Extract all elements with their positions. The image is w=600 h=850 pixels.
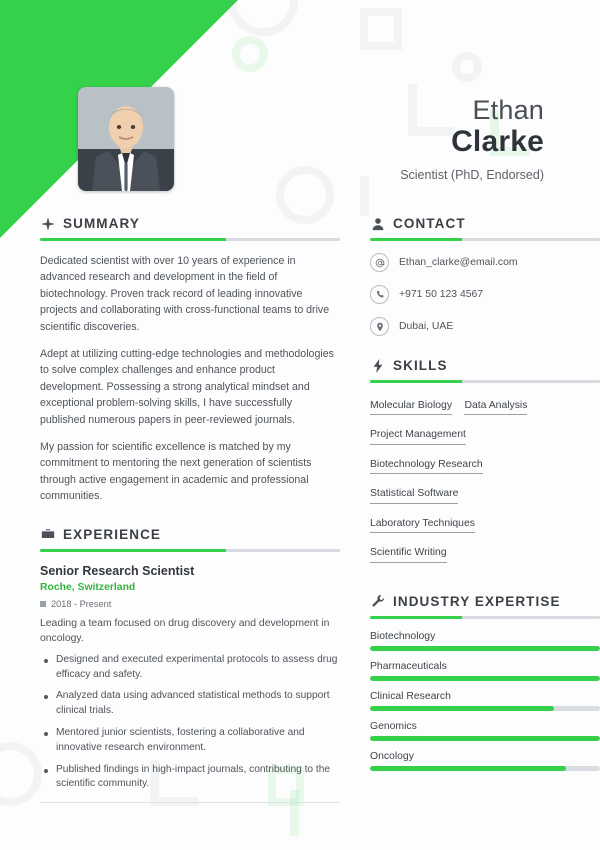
briefcase-icon	[40, 527, 55, 542]
lightning-icon	[370, 358, 385, 373]
right-column	[370, 216, 600, 825]
name-block	[174, 96, 600, 183]
expertise-fill	[370, 766, 566, 771]
skill-tag: Project Management	[370, 429, 466, 444]
skill-tag: Statistical Software	[370, 488, 458, 503]
summary-section	[40, 216, 340, 505]
skills-title: SKILLS	[393, 358, 448, 373]
contact-location-value: Dubai, UAE	[399, 321, 454, 332]
location-pin-icon	[370, 317, 389, 336]
skills-heading	[370, 358, 600, 373]
job-company: Roche, Switzerland	[40, 581, 136, 593]
contact-rule	[370, 238, 600, 241]
first-name: Ethan	[472, 94, 544, 125]
job-bullet: Mentored junior scientists, fostering a collaborative and innovative research environment.	[40, 726, 340, 756]
contact-title: CONTACT	[393, 216, 466, 231]
skill-tag: Biotechnology Research	[370, 459, 483, 474]
resume-body	[0, 200, 600, 825]
phone-icon	[370, 285, 389, 304]
contact-section	[370, 216, 600, 336]
job-description: Leading a team focused on drug discovery and development in oncology.	[40, 617, 330, 645]
skills-list	[370, 395, 600, 572]
skill-tag: Data Analysis	[464, 400, 527, 415]
job-bullet: Analyzed data using advanced statistical methods to support clinical trials.	[40, 689, 340, 719]
summary-paragraph: Adept at utilizing cutting-edge technologies and methodologies to solve complex challenges and enhance product development. Possessing a strong analytical mindset and exceptional problem-solving skills, I have successfully published numerous papers in peer-reviewed journals.	[40, 348, 334, 426]
avatar	[78, 87, 174, 191]
expertise-fill	[370, 736, 600, 741]
summary-paragraph: Dedicated scientist with over 10 years of experience in advanced research and development in the field of biotechnology. Proven track record of leading innovative projects and collaborating with cross-functional teams to drive scientific discoveries.	[40, 255, 330, 333]
email-icon	[370, 253, 389, 272]
sparkle-icon	[40, 216, 55, 231]
summary-paragraph: My passion for scientific excellence is matched by my commitment to mentoring the next generation of scientists through active engagement in academic and professional communities.	[40, 441, 312, 503]
contact-item-location[interactable]	[370, 317, 600, 336]
experience-title: EXPERIENCE	[63, 526, 162, 542]
contact-item-phone[interactable]	[370, 285, 600, 304]
wrench-icon	[370, 594, 385, 609]
experience-section	[40, 527, 340, 803]
expertise-label: Clinical Research	[370, 690, 451, 702]
expertise-label: Biotechnology	[370, 630, 436, 642]
calendar-icon	[40, 601, 46, 607]
job-dates: 2018 - Present	[51, 598, 112, 609]
expertise-track	[370, 766, 600, 771]
expertise-track	[370, 706, 600, 711]
expertise-item	[370, 691, 600, 711]
left-column	[40, 216, 340, 825]
contact-email-value: Ethan_clarke@email.com	[399, 257, 518, 268]
expertise-item	[370, 751, 600, 771]
expertise-track	[370, 646, 600, 651]
contact-phone-value: +971 50 123 4567	[399, 289, 484, 300]
experience-heading	[40, 527, 340, 542]
skill-tag: Molecular Biology	[370, 400, 452, 415]
expertise-fill	[370, 646, 600, 651]
job-bullets	[40, 653, 340, 792]
expertise-label: Oncology	[370, 750, 414, 762]
industry-expertise-title: INDUSTRY EXPERTISE	[393, 593, 561, 609]
experience-rule	[40, 549, 340, 552]
job-bullet: Published findings in high-impact journals, contributing to the scientific community.	[40, 763, 340, 793]
summary-heading	[40, 216, 340, 231]
contact-item-email[interactable]	[370, 253, 600, 272]
summary-rule	[40, 238, 340, 241]
industry-expertise-section	[370, 594, 600, 771]
expertise-fill	[370, 676, 600, 681]
expertise-item	[370, 631, 600, 651]
expertise-fill	[370, 706, 554, 711]
job-bullet: Designed and executed experimental protocols to assess drug efficacy and safety.	[40, 653, 340, 683]
skill-tag: Laboratory Techniques	[370, 518, 475, 533]
expertise-track	[370, 676, 600, 681]
industry-expertise-heading	[370, 594, 600, 609]
skills-rule	[370, 380, 600, 383]
contact-heading	[370, 216, 600, 231]
industry-expertise-rule	[370, 616, 600, 619]
expertise-track	[370, 736, 600, 741]
expertise-item	[370, 721, 600, 741]
person-icon	[370, 216, 385, 231]
expertise-label: Genomics	[370, 720, 417, 732]
resume-header	[0, 0, 600, 200]
section-divider	[40, 802, 340, 803]
summary-title: SUMMARY	[63, 216, 140, 231]
job-title: Scientist (PhD, Endorsed)	[400, 168, 544, 183]
skills-section	[370, 358, 600, 572]
skill-tag: Scientific Writing	[370, 547, 447, 562]
last-name: Clarke	[451, 124, 544, 158]
experience-item	[40, 564, 340, 803]
expertise-label: Pharmaceuticals	[370, 660, 447, 672]
job-dates-row	[40, 599, 340, 609]
job-role: Senior Research Scientist	[40, 563, 195, 578]
expertise-item	[370, 661, 600, 681]
